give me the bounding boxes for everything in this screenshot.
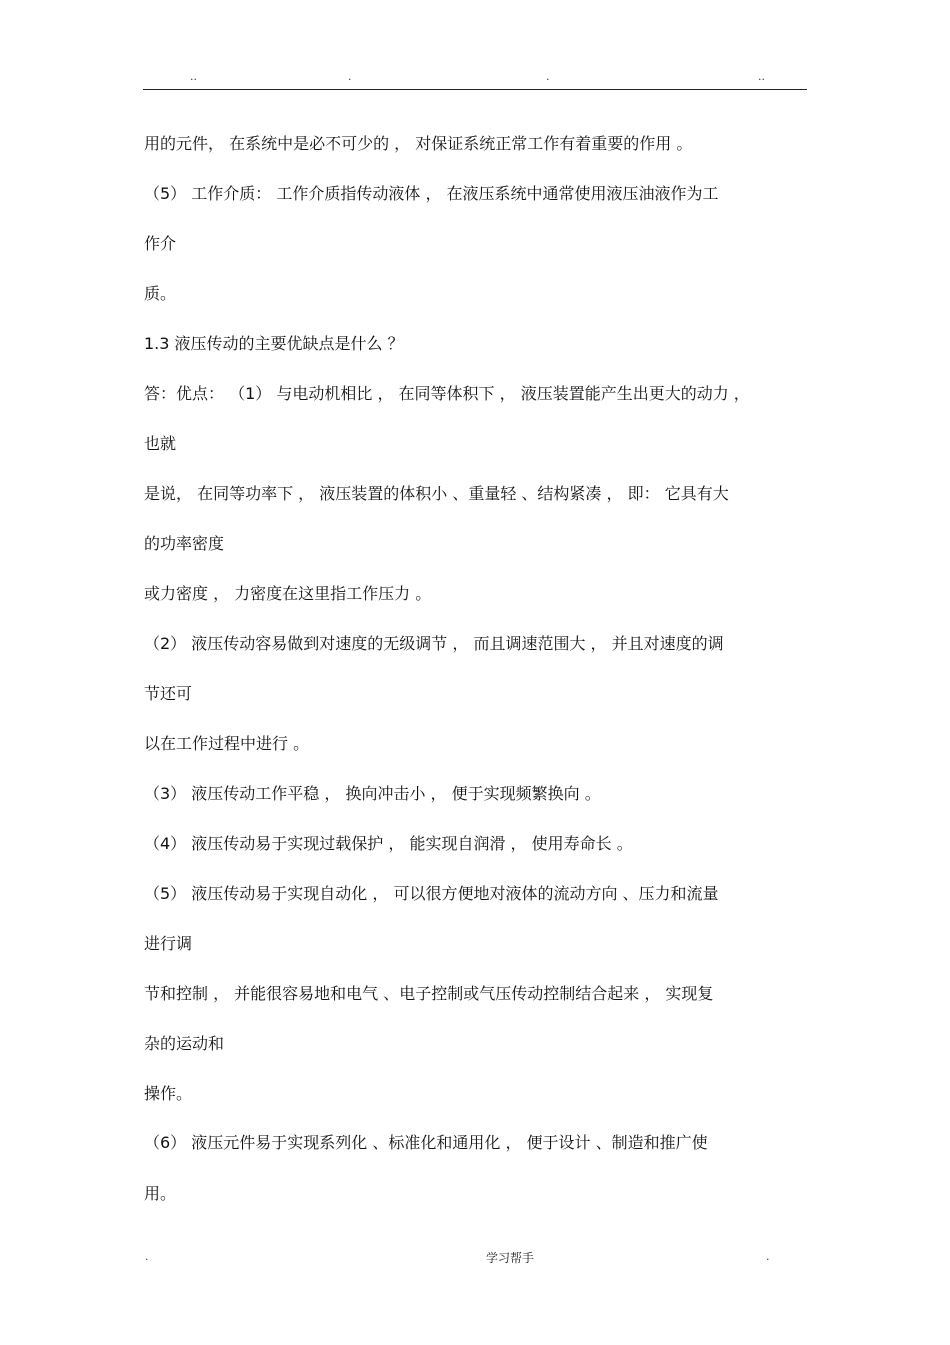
header-mark: .. xyxy=(758,70,765,83)
body-line: 也就 xyxy=(144,434,177,453)
body-line: 节和控制 ， 并能很容易地和电气 、电子控制或气压传动控制结合起来 ， 实现复 xyxy=(144,984,714,1003)
header-mark: .. xyxy=(190,70,197,83)
body-line: 以在工作过程中进行 。 xyxy=(144,734,310,753)
body-line: （2） 液压传动容易做到对速度的无级调节 ， 而且调速范围大 ， 并且对速度的调 xyxy=(144,634,724,653)
body-line: （6） 液压元件易于实现系列化 、标准化和通用化 ， 便于设计 、制造和推广使 xyxy=(144,1133,708,1152)
page-header xyxy=(143,70,807,90)
footer-left-mark: . xyxy=(145,1250,149,1263)
body-line: 用。 xyxy=(144,1184,177,1203)
body-line: （4） 液压传动易于实现过载保护 ， 能实现自润滑 ， 使用寿命长 。 xyxy=(144,834,633,853)
body-line: 节还可 xyxy=(144,684,193,703)
body-line: 或力密度 ， 力密度在这里指工作压力 。 xyxy=(144,584,432,603)
footer-text: 学习帮手 xyxy=(486,1251,535,1265)
body-line: （5） 工作介质： 工作介质指传动液体 ， 在液压系统中通常使用液压油液作为工 xyxy=(144,184,719,203)
footer-right-mark: . xyxy=(766,1250,770,1263)
body-line: 杂的运动和 xyxy=(144,1034,225,1053)
body-line: （5） 液压传动易于实现自动化 ， 可以很方便地对液体的流动方向 、压力和流量 xyxy=(144,884,719,903)
body-line: 的功率密度 xyxy=(144,534,225,553)
body-line: 答：优点： （1） 与电动机相比 ， 在同等体积下 ， 液压装置能产生出更大的动力 ， xyxy=(144,384,750,403)
body-line: 是说， 在同等功率下 ， 液压装置的体积小 、重量轻 、结构紧凑 ， 即： 它具有大 xyxy=(144,484,729,503)
header-mark: . xyxy=(546,70,550,83)
body-line: 进行调 xyxy=(144,934,193,953)
body-line: 用的元件， 在系统中是必不可少的 ， 对保证系统正常工作有着重要的作用 。 xyxy=(144,134,693,153)
section-heading: 1.3 液压传动的主要优缺点是什么 ？ xyxy=(144,334,404,353)
body-line: 作介 xyxy=(144,234,177,253)
body-line: 质。 xyxy=(144,284,177,303)
body-line: （3） 液压传动工作平稳 ， 换向冲击小 ， 便于实现频繁换向 。 xyxy=(144,784,601,803)
body-line: 操作。 xyxy=(144,1084,193,1103)
header-mark: . xyxy=(348,70,352,83)
